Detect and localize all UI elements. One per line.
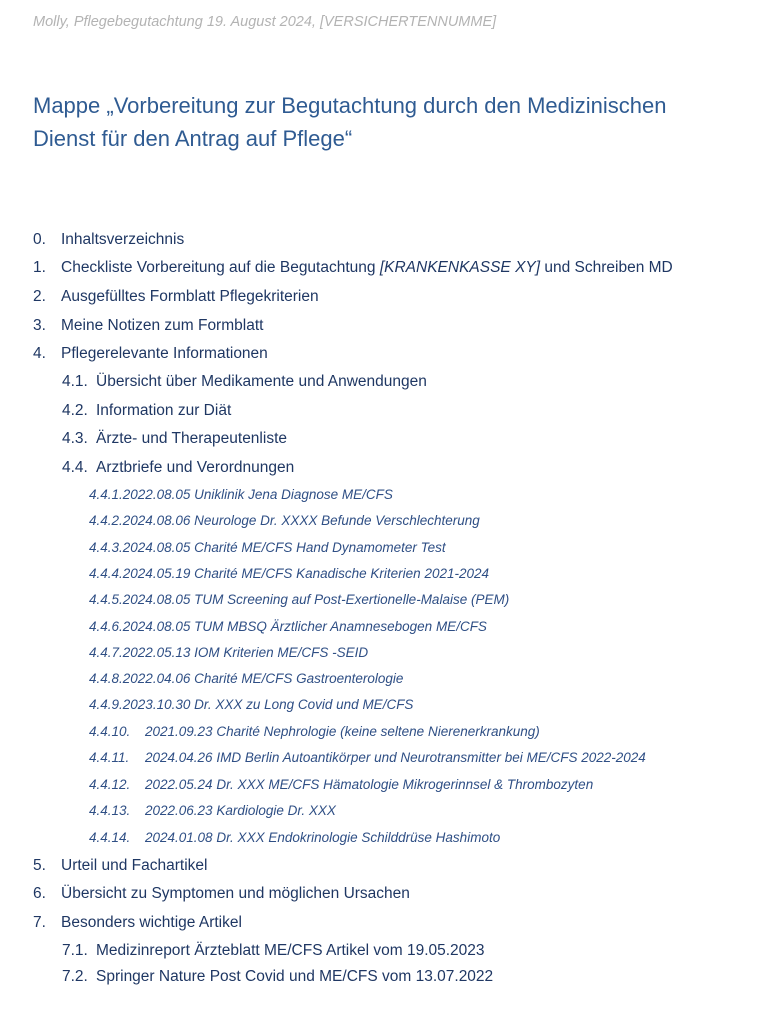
- toc-text: Urteil und Fachartikel: [61, 857, 208, 874]
- toc-number: 4.4.: [62, 459, 88, 476]
- toc-item-4-4-6[interactable]: [89, 619, 487, 634]
- toc-item-4[interactable]: [33, 345, 268, 363]
- toc-text: Besonders wichtige Artikel: [61, 914, 242, 931]
- toc-item-4-4-8[interactable]: [89, 671, 403, 686]
- toc-number: 4.4.8.: [89, 671, 123, 686]
- toc-item-4-4-13[interactable]: [89, 803, 336, 818]
- toc-number: 4.4.12.: [89, 777, 131, 792]
- toc-item-7[interactable]: [33, 914, 242, 932]
- toc-text: Springer Nature Post Covid und ME/CFS vom 13.07.2022: [96, 968, 494, 985]
- toc-item-4-4-1[interactable]: [89, 487, 393, 502]
- toc-number: 4.4.4.: [89, 566, 123, 581]
- toc-number: 5.: [33, 857, 46, 874]
- toc-text: 2024.08.05 Charité ME/CFS Hand Dynamometer Test: [122, 540, 446, 555]
- toc-text: Arztbriefe und Verordnungen: [96, 459, 295, 476]
- toc-number: 4.4.1.: [89, 487, 123, 502]
- toc-text: Inhaltsverzeichnis: [61, 231, 185, 248]
- toc-item-4-4-4[interactable]: [89, 566, 489, 581]
- toc-number: 4.2.: [62, 402, 88, 419]
- toc-text: 2024.08.06 Neurologe Dr. XXXX Befunde Verschlechterung: [122, 513, 480, 528]
- toc-number: 4.4.6.: [89, 619, 123, 634]
- toc-item-4-2[interactable]: [62, 402, 231, 420]
- toc-item-4-4-7[interactable]: [89, 645, 368, 660]
- toc-number: 6.: [33, 885, 46, 902]
- toc-number: 7.: [33, 914, 46, 931]
- document-title: Mappe „Vorbereitung zur Begutachtung durch den Medizinischen Dienst für den Antrag auf Pflege“: [33, 93, 667, 151]
- toc-number: 1.: [33, 259, 46, 276]
- toc-text: Ausgefülltes Formblatt Pflegekriterien: [61, 288, 319, 305]
- toc-item-4-4-9[interactable]: [89, 697, 413, 712]
- toc-text: Meine Notizen zum Formblatt: [61, 317, 264, 334]
- toc-text: 2022.04.06 Charité ME/CFS Gastroenterologie: [122, 671, 404, 686]
- toc-item-7-2[interactable]: [62, 968, 493, 986]
- toc-item-4-4-3[interactable]: [89, 540, 446, 555]
- page-header: Molly, Pflegebegutachtung 19. August 2024, [VERSICHERTENNUMME]: [33, 14, 497, 30]
- toc-number: 4.4.2.: [89, 513, 123, 528]
- toc-item-4-3[interactable]: [62, 430, 287, 448]
- toc-text: 2023.10.30 Dr. XXX zu Long Covid und ME/CFS: [122, 697, 414, 712]
- toc-number: 4.1.: [62, 373, 88, 390]
- toc-text: Übersicht über Medikamente und Anwendungen: [96, 373, 427, 390]
- toc-text: 2024.08.05 TUM MBSQ Ärztlicher Anamnesebogen ME/CFS: [122, 619, 487, 634]
- toc-text: Ärzte- und Therapeutenliste: [96, 430, 287, 447]
- toc-item-4-4-5[interactable]: [89, 592, 509, 607]
- toc-item-4-1[interactable]: [62, 373, 427, 391]
- toc-text: 2024.05.19 Charité ME/CFS Kanadische Kriterien 2021-2024: [122, 566, 490, 581]
- toc-item-4-4-2[interactable]: [89, 513, 480, 528]
- toc-item-4-4-11[interactable]: [89, 750, 646, 765]
- toc-item-5[interactable]: [33, 857, 207, 875]
- toc-item-4-4-12[interactable]: [89, 777, 593, 792]
- toc-text: 2022.08.05 Uniklinik Jena Diagnose ME/CFS: [122, 487, 393, 502]
- toc-text: 2024.08.05 TUM Screening auf Post-Exertionelle-Malaise (PEM): [122, 592, 510, 607]
- toc-item-4-4-14[interactable]: [89, 830, 500, 845]
- toc-number: 2.: [33, 288, 46, 305]
- toc-item-7-1[interactable]: [62, 942, 485, 960]
- toc-text: Pflegerelevante Informationen: [61, 345, 268, 362]
- toc-text-insurer-placeholder: [KRANKENKASSE XY]: [379, 259, 541, 276]
- toc-text: 2022.05.24 Dr. XXX ME/CFS Hämatologie Mikrogerinnsel & Thrombozyten: [145, 777, 594, 792]
- toc-number: 4.3.: [62, 430, 88, 447]
- toc-text: Checkliste Vorbereitung auf die Begutachtung: [61, 259, 380, 276]
- toc-number: 4.4.13.: [89, 803, 131, 818]
- toc-text: 2022.05.13 IOM Kriterien ME/CFS -SEID: [122, 645, 369, 660]
- toc-number: 4.4.11.: [89, 750, 130, 765]
- toc-text: Medizinreport Ärzteblatt ME/CFS Artikel vom 19.05.2023: [96, 942, 485, 959]
- toc-item-6[interactable]: [33, 885, 410, 903]
- toc-item-3[interactable]: [33, 317, 263, 335]
- toc-item-0[interactable]: [33, 231, 184, 249]
- toc-number: 4.4.5.: [89, 592, 123, 607]
- toc-text: Übersicht zu Symptomen und möglichen Ursachen: [61, 885, 410, 902]
- toc-item-1[interactable]: [33, 259, 673, 277]
- toc-text: 2022.06.23 Kardiologie Dr. XXX: [145, 803, 336, 818]
- toc-number: 4.4.3.: [89, 540, 123, 555]
- toc-number: 4.4.7.: [89, 645, 123, 660]
- toc-text: Information zur Diät: [96, 402, 232, 419]
- toc-number: 7.2.: [62, 968, 88, 985]
- toc-number: 7.1.: [62, 942, 88, 959]
- toc-number: 4.: [33, 345, 46, 362]
- toc-number: 4.4.10.: [89, 724, 131, 739]
- toc-item-2[interactable]: [33, 288, 319, 306]
- toc-number: 3.: [33, 317, 46, 334]
- toc-text: 2024.04.26 IMD Berlin Autoantikörper und Neurotransmitter bei ME/CFS 2022-2024: [145, 750, 646, 765]
- toc-text-suffix: und Schreiben MD: [540, 259, 673, 276]
- toc-text: 2021.09.23 Charité Nephrologie (keine seltene Nierenerkrankung): [145, 724, 540, 739]
- toc-item-4-4-10[interactable]: [89, 724, 540, 739]
- toc-text: 2024.01.08 Dr. XXX Endokrinologie Schilddrüse Hashimoto: [145, 830, 501, 845]
- toc-number: 4.4.14.: [89, 830, 131, 845]
- toc-number: 0.: [33, 231, 46, 248]
- toc-number: 4.4.9.: [89, 697, 123, 712]
- toc-item-4-4[interactable]: [62, 459, 294, 477]
